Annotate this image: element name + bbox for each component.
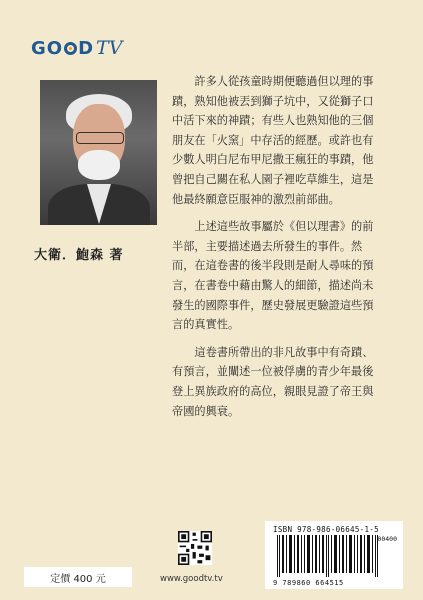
goodtv-logo [31,36,122,60]
author-photo [40,80,157,225]
logo-text-suffix: D [78,37,95,59]
isbn-text: ISBN 978-986-06645-1-5 [273,525,379,534]
author-name: 大衛．鮑森 著 [34,248,124,263]
logo-text-prefix: GO [31,37,64,59]
website-url: www.goodtv.tv [160,574,223,584]
barcode-number: 9 789860 664515 [273,579,344,587]
isbn-addon: 00400 [377,535,397,543]
book-description [172,72,384,429]
logo-tv-text: TV [96,37,123,59]
description-paragraph: 這卷書所帶出的非凡故事中有奇蹟、有預言，並闡述一位被俘虜的青少年最後登上異族政府的高位，親眼見證了帝王與帝國的興衰。 [172,345,374,418]
logo-o-icon [64,42,77,55]
price-label: 定價 400 元 [24,567,132,587]
description-paragraph: 許多人從孩童時期便聽過但以理的事蹟，熟知他被丟到獅子坑中，又從獅子口中活下來的神蹟；有些人也熟知他的三個朋友在「火窯」中存活的經歷。或許也有少數人明白尼布甲尼撒王瘋狂的事蹟，他曾把自己關在私人園子裡吃草維生，這是他最終願意臣服神的激烈前部曲。 [172,75,374,206]
description-paragraph: 上述這些故事屬於《但以理書》的前半部，主要描述過去所發生的事件。然而，在這卷書的後半段則是耐人尋味的預言，在書卷中藉由驚人的細節，描述尚未發生的國際事件，歷史發展更驗證這些預言的真實性。 [172,220,374,332]
isbn-barcode-box [265,521,403,589]
qr-code-icon [178,531,212,565]
